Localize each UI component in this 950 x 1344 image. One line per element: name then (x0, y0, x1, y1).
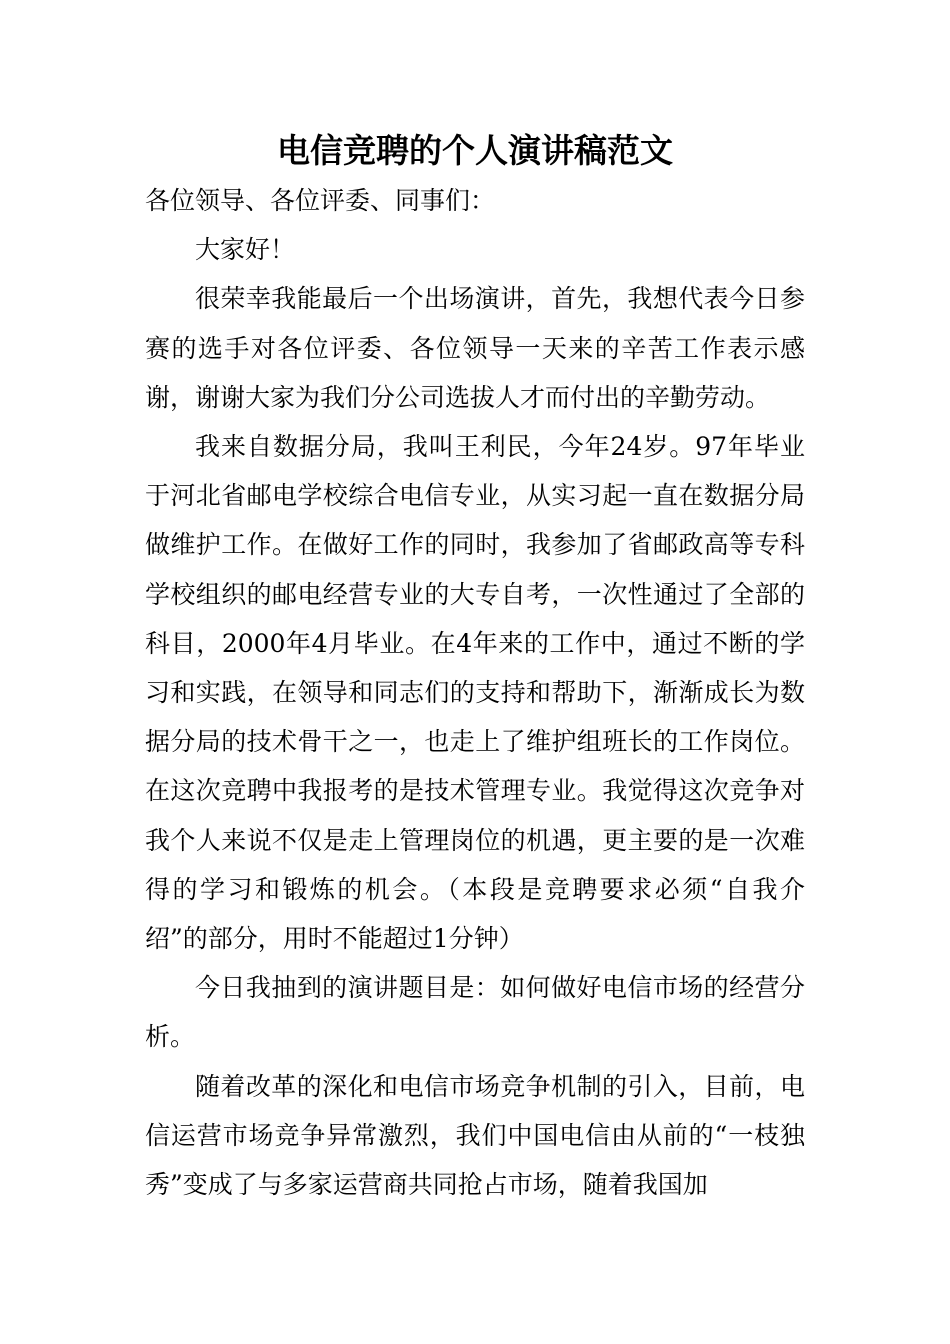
document-body (145, 176, 805, 1209)
paragraph-self-introduction: 我来自数据分局，我叫王利民，今年24岁。97年毕业于河北省邮电学校综合电信专业，从实习起一直在数据分局做维护工作。在做好工作的同时，我参加了省邮政高等专科学校组织的邮电经营专业的大专自考，一次性通过了全部的科目，2000年4月毕业。在4年来的工作中，通过不断的学习和实践，在领导和同志们的支持和帮助下，渐渐成长为数据分局的技术骨干之一，也走上了维护组班长的工作岗位。在这次竞聘中我报考的是技术管理专业。我觉得这次竞争对我个人来说不仅是走上管理岗位的机遇，更主要的是一次难得的学习和锻炼的机会。（本段是竞聘要求必须“自我介绍”的部分，用时不能超过1分钟） (145, 432, 805, 954)
paragraph-market-context: 随着改革的深化和电信市场竞争机制的引入，目前，电信运营市场竞争异常激烈，我们中国电信由从前的“一枝独秀”变成了与多家运营商共同抢占市场，随着我国加 (145, 1071, 805, 1200)
salutation: 各位领导、各位评委、同事们： (145, 186, 496, 215)
paragraph-topic: 今日我抽到的演讲题目是：如何做好电信市场的经营分析。 (145, 973, 805, 1052)
page-title: 电信竞聘的个人演讲稿范文 (277, 131, 673, 170)
paragraph-thanks: 很荣幸我能最后一个出场演讲，首先，我想代表今日参赛的选手对各位评委、各位领导一天来的辛苦工作表示感谢，谢谢大家为我们分公司选拔人才而付出的辛勤劳动。 (145, 284, 805, 412)
paragraph-greeting: 大家好！ (195, 235, 296, 265)
